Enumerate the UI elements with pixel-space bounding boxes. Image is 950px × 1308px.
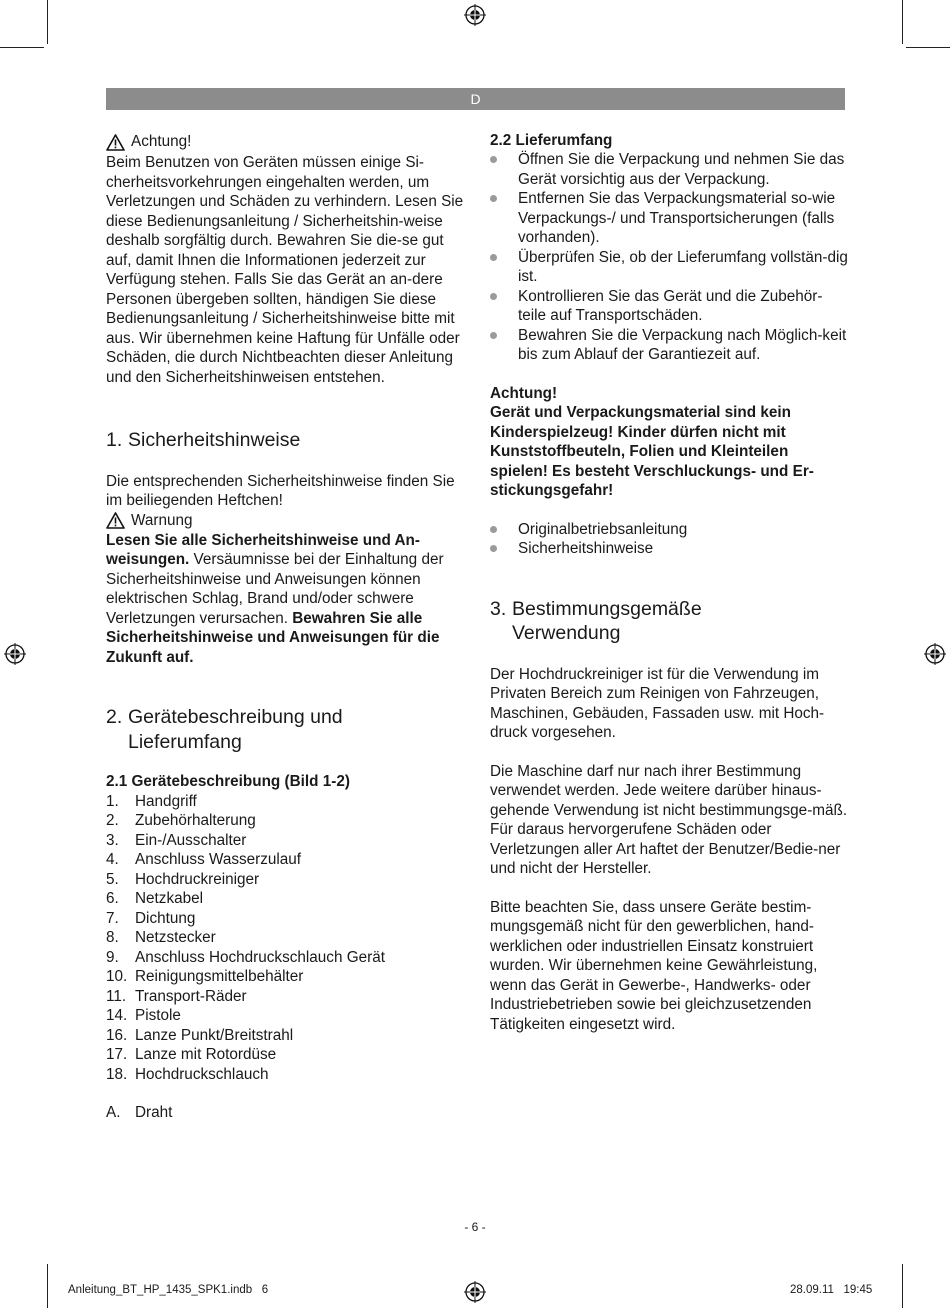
bullet-dot-icon [490,326,518,365]
footer-date-time: 28.09.11 19:45 [790,1284,873,1296]
registration-mark-icon [4,643,26,665]
list-item [106,987,466,1007]
item-label: Hochdruckreiniger [135,870,260,888]
crop-mark [0,47,44,48]
bullet-text: Bewahren Sie die Verpackung nach Möglich-keit bis zum Ablauf der Garantiezeit auf. [518,326,847,363]
page-number: - 6 - [464,1220,486,1234]
bullet-text: Originalbetriebsanleitung [518,520,688,538]
list-item [106,792,466,812]
warning-title: Achtung! [490,384,558,402]
warning-title: Warnung [131,511,193,529]
bullet-item [490,248,848,287]
item-number: 5. [106,870,119,888]
bullet-text: Überprüfen Sie, ob der Lieferumfang vollstän-dig ist. [518,248,848,285]
item-number: 9. [106,948,119,966]
bullet-item [490,189,848,248]
crop-mark [47,1264,48,1308]
list-item [106,967,466,987]
bullet-dot-icon [490,189,518,248]
bullet-dot-icon [490,287,518,326]
item-label: Anschluss Wasserzulauf [135,851,302,868]
section-number: 3. [490,597,507,620]
list-item [106,928,466,948]
list-item [106,1103,466,1123]
list-item [106,889,466,909]
warning-body: Gerät und Verpackungsmaterial sind kein Kinderspielzeug! Kinder dürfen nicht mit Kunststoffbeuteln, Folien und Kleinteilen spielen! Es besteht Verschluckungs- und Er-stickungsgefahr! [490,404,814,499]
item-number: 4. [106,851,119,868]
bullet-dot-icon [490,520,518,540]
item-number: 3. [106,831,119,849]
list-item [106,1006,466,1026]
warning-title: Achtung! [131,133,192,151]
list-item [106,811,466,831]
registration-mark-icon [924,643,946,665]
warning-heading [106,511,466,531]
bullet-dot-icon [490,150,518,189]
item-number: 18. [106,1065,128,1083]
language-bar [106,88,845,110]
list-item [106,870,466,890]
item-number: 8. [106,929,119,946]
section-number: 1. [106,429,123,451]
parts-list [106,792,466,1085]
warning-body: Beim Benutzen von Geräten müssen einige Si-cherheitsvorkehrungen eingehalten werden, um Verletzungen und Schäden zu verhindern. Lesen Sie diese Bedienungsanleitung / Sicherheitshin-weise deshalb sorgfältig durch. Bewahren Sie die-se gut auf, damit Ihnen die Informationen jederzeit zur Verfügung stehen. Falls Sie das Gerät an an-dere Personen übergeben sollten, händigen Sie diese Bedienungsanleitung / Sicherheitshinweise bitte mit aus. Wir übernehmen keine Haftung für Unfälle oder Schäden, die durch Nichtbeachten dieser Anleitung und den Sicherheitshinweisen entstehen. [106,154,464,386]
item-number: 7. [106,909,119,927]
item-label: Zubehörhalterung [135,812,256,829]
language-label: D [470,91,481,107]
item-label: Reinigungsmittelbehälter [135,968,304,985]
bullet-item [490,539,848,559]
bullet-dot-icon [490,248,518,287]
item-label: Pistole [135,1007,181,1024]
item-label: Lanze mit Rotordüse [135,1046,277,1063]
item-number: A. [106,1104,121,1121]
section-title: Sicherheitshinweise [128,429,301,451]
delivery-steps-list [490,150,848,365]
item-number: 17. [106,1046,128,1063]
parts-list-extra [106,1103,466,1123]
section-title: Lieferumfang [128,730,242,753]
item-label: Anschluss Hochdruckschlauch Gerät [135,948,385,966]
list-item [106,1026,466,1046]
item-label: Draht [135,1104,173,1121]
usage-paragraph: Die Maschine darf nur nach ihrer Bestimmung verwendet werden. Jede weitere darüber hinaus-gehende Verwendung ist nicht bestimmungsge-mäß. Für daraus hervorgerufene Schäden oder Verletzungen aller Art haftet der Benutzer/Bedie-ner und nicht der Hersteller. [490,762,848,877]
warning-bold-text: Lesen Sie alle Sicherheitshinweise und An-weisungen. [106,531,420,568]
left-column [106,131,466,1123]
warning-heading [106,131,466,153]
section-title: Verwendung [512,622,621,644]
crop-mark [906,47,950,48]
crop-mark [902,1264,903,1308]
item-number: 2. [106,812,119,829]
section-heading [106,428,466,453]
item-label: Ein-/Ausschalter [135,831,247,849]
item-number: 11. [106,987,127,1005]
item-number: 16. [106,1026,128,1044]
subsection-title: 2.1 Gerätebeschreibung (Bild 1-2) [106,773,350,790]
usage-paragraph: Der Hochdruckreiniger ist für die Verwendung im Privaten Bereich zum Reinigen von Fahrzeugen, Maschinen, Gebäuden, Fassaden usw. mit Hoch-druck vorgesehen. [490,665,825,741]
item-label: Netzstecker [135,929,216,946]
bullet-dot-icon [490,539,518,559]
crop-mark [47,0,48,44]
list-item [106,1045,466,1065]
item-label: Handgriff [135,792,197,810]
warning-triangle-icon [106,134,125,151]
section-number: 2. [106,706,123,728]
registration-mark-icon [464,1281,486,1303]
item-label: Transport-Räder [135,987,247,1005]
warning-triangle-icon [106,512,125,529]
section-title: Gerätebeschreibung und [128,706,343,728]
item-label: Dichtung [135,909,196,927]
item-number: 10. [106,968,128,985]
safety-intro: Die entsprechenden Sicherheitshinweise finden Sie im beiliegenden Heftchen! [106,472,455,509]
usage-paragraph: Bitte beachten Sie, dass unsere Geräte bestim-mungsgemäß nicht für den gewerblichen, hand-werklichen oder industriellen Einsatz konstruiert wurden. Wir übernehmen keine Gewährleistung, wenn das Gerät in Gewerbe-, Handwerks- oder Industriebetrieben sowie bei gleichzusetzenden Tätigkeiten eingesetzt wird. [490,898,818,1033]
section-heading [106,705,466,754]
crop-mark [902,0,903,44]
footer-file-name: Anleitung_BT_HP_1435_SPK1.indb 6 [68,1284,269,1296]
item-label: Lanze Punkt/Breitstrahl [135,1026,294,1044]
bullet-text: Sicherheitshinweise [518,540,654,557]
warning-normal-text: Versäumnisse bei der Einhaltung der Sicherheitshinweise und Anweisungen können elektrischen Schlag, Brand und/oder schwere Verletzungen verursachen. [106,551,444,627]
list-item [106,831,466,851]
item-number: 14. [106,1007,128,1024]
item-number: 1. [106,792,119,810]
bullet-item [490,326,848,365]
list-item [106,948,466,968]
section-title: Bestimmungsgemäße [512,597,702,620]
list-item [106,1065,466,1085]
warning-text [106,531,466,668]
warning-bold-text: Bewahren Sie alle Sicherheitshinweise und Anweisungen für die Zukunft auf. [106,609,440,666]
bullet-item [490,520,848,540]
bullet-text: Entfernen Sie das Verpackungsmaterial so-wie Verpackungs-/ und Transportsicherungen (falls vorhanden). [518,190,836,246]
section-heading [490,597,848,646]
list-item [106,909,466,929]
subsection-title: 2.2 Lieferumfang [490,132,613,149]
bullet-text: Kontrollieren Sie das Gerät und die Zubehör-teile auf Transportschäden. [518,287,823,324]
bullet-item [490,150,848,189]
bullet-text: Öffnen Sie die Verpackung und nehmen Sie das Gerät vorsichtig aus der Verpackung. [518,151,845,188]
bullet-item [490,287,848,326]
item-label: Netzkabel [135,890,204,907]
item-number: 6. [106,890,119,907]
registration-mark-icon [464,4,486,26]
right-column [490,131,848,1034]
item-label: Hochdruckschlauch [135,1065,269,1083]
included-items-list [490,520,848,559]
list-item [106,850,466,870]
